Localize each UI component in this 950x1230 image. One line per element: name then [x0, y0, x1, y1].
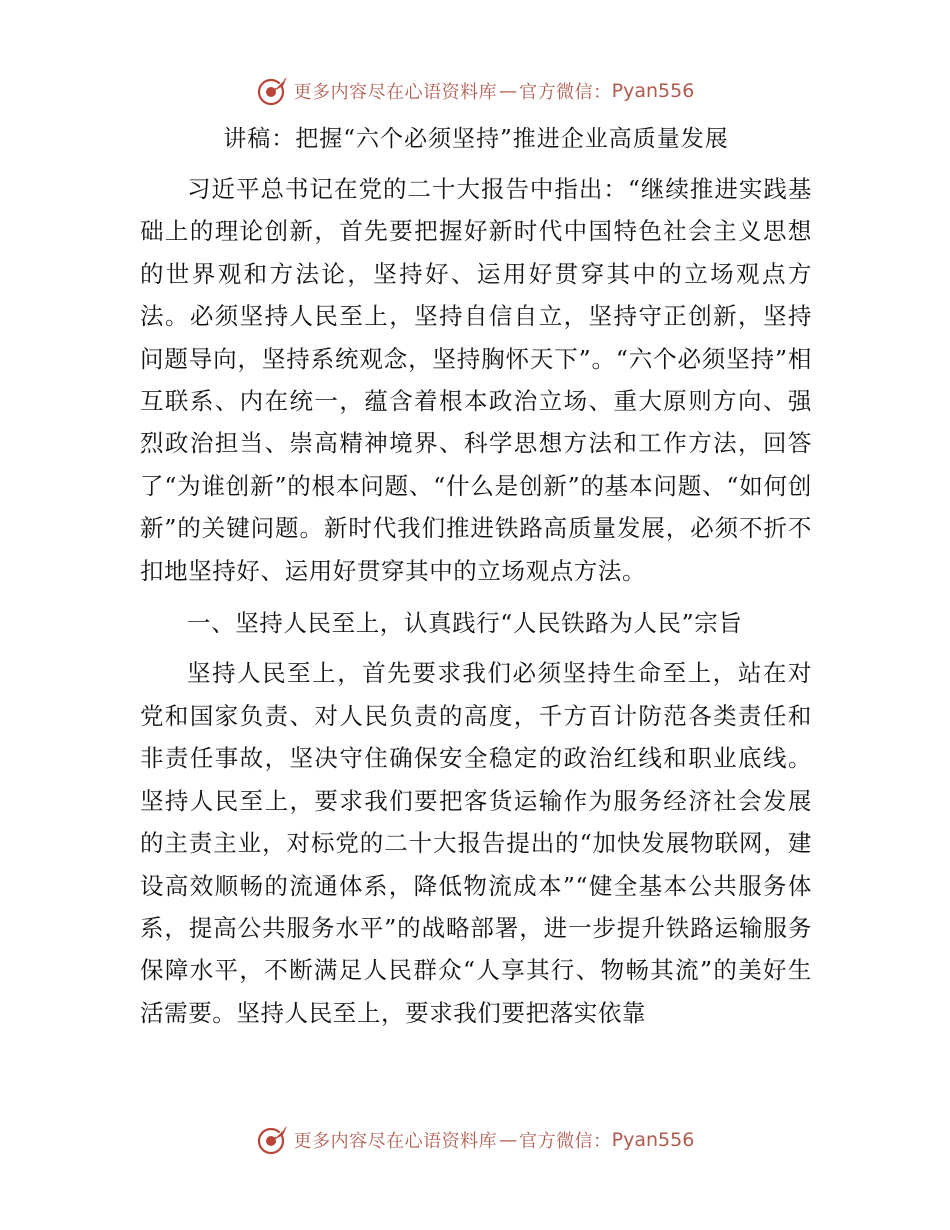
watermark-text: 更多内容尽在心语资料库: [293, 1131, 498, 1152]
document-body: [140, 118, 812, 1034]
watermark-separator: —: [499, 80, 518, 102]
section-1-paragraph: 坚持人民至上，首先要求我们必须坚持生命至上，站在对党和国家负责、对人民负责的高度，千方百计防范各类责任和非责任事故，坚决守住确保安全稳定的政治红线和职业底线。坚持人民至上，要求我们要把客货运输作为服务经济社会发展的主责主业，对标党的二十大报告提出的“加快发展物联网，建设高效顺畅的流通体系，降低物流成本”“健全基本公共服务体系，提高公共服务水平”的战略部署，进一步提升铁路运输服务保障水平，不断满足人民群众“人享其行、物畅其流”的美好生活需要。坚持人民至上，要求我们要把落实依靠: [140, 659, 812, 1027]
watermark-suffix: 官方微信：: [519, 82, 612, 103]
watermark-account: Pyan556: [611, 80, 695, 102]
footer-watermark: [0, 1120, 950, 1160]
intro-paragraph: 习近平总书记在党的二十大报告中指出：“继续推进实践基础上的理论创新，首先要把握好新时代中国特色社会主义思想的世界观和方法论，坚持好、运用好贯穿其中的立场观点方法。必须坚持人民至上，坚持自信自立，坚持守正创新，坚持问题导向，坚持系统观念，坚持胸怀天下”。“六个必须坚持”相互联系、内在统一，蕴含着根本政治立场、重大原则方向、强烈政治担当、崇高精神境界、科学思想方法和工作方法，回答了“为谁创新”的根本问题、“什么是创新”的基本问题、“如何创新”的关键问题。新时代我们推进铁路高质量发展，必须不折不扣地坚持好、运用好贯穿其中的立场观点方法。: [140, 175, 812, 585]
watermark-separator: —: [499, 1129, 518, 1151]
watermark-text: 更多内容尽在心语资料库: [293, 82, 498, 103]
quill-logo-icon: [256, 74, 290, 108]
section-heading-1: 一、坚持人民至上，认真践行“人民铁路为人民”宗旨: [187, 609, 743, 638]
document-title: 讲稿：把握“六个必须坚持”推进企业高质量发展: [223, 126, 729, 152]
watermark-suffix: 官方微信：: [519, 1131, 612, 1152]
watermark-account: Pyan556: [611, 1129, 695, 1151]
header-watermark: [0, 71, 950, 111]
quill-logo-icon: [256, 1123, 290, 1157]
